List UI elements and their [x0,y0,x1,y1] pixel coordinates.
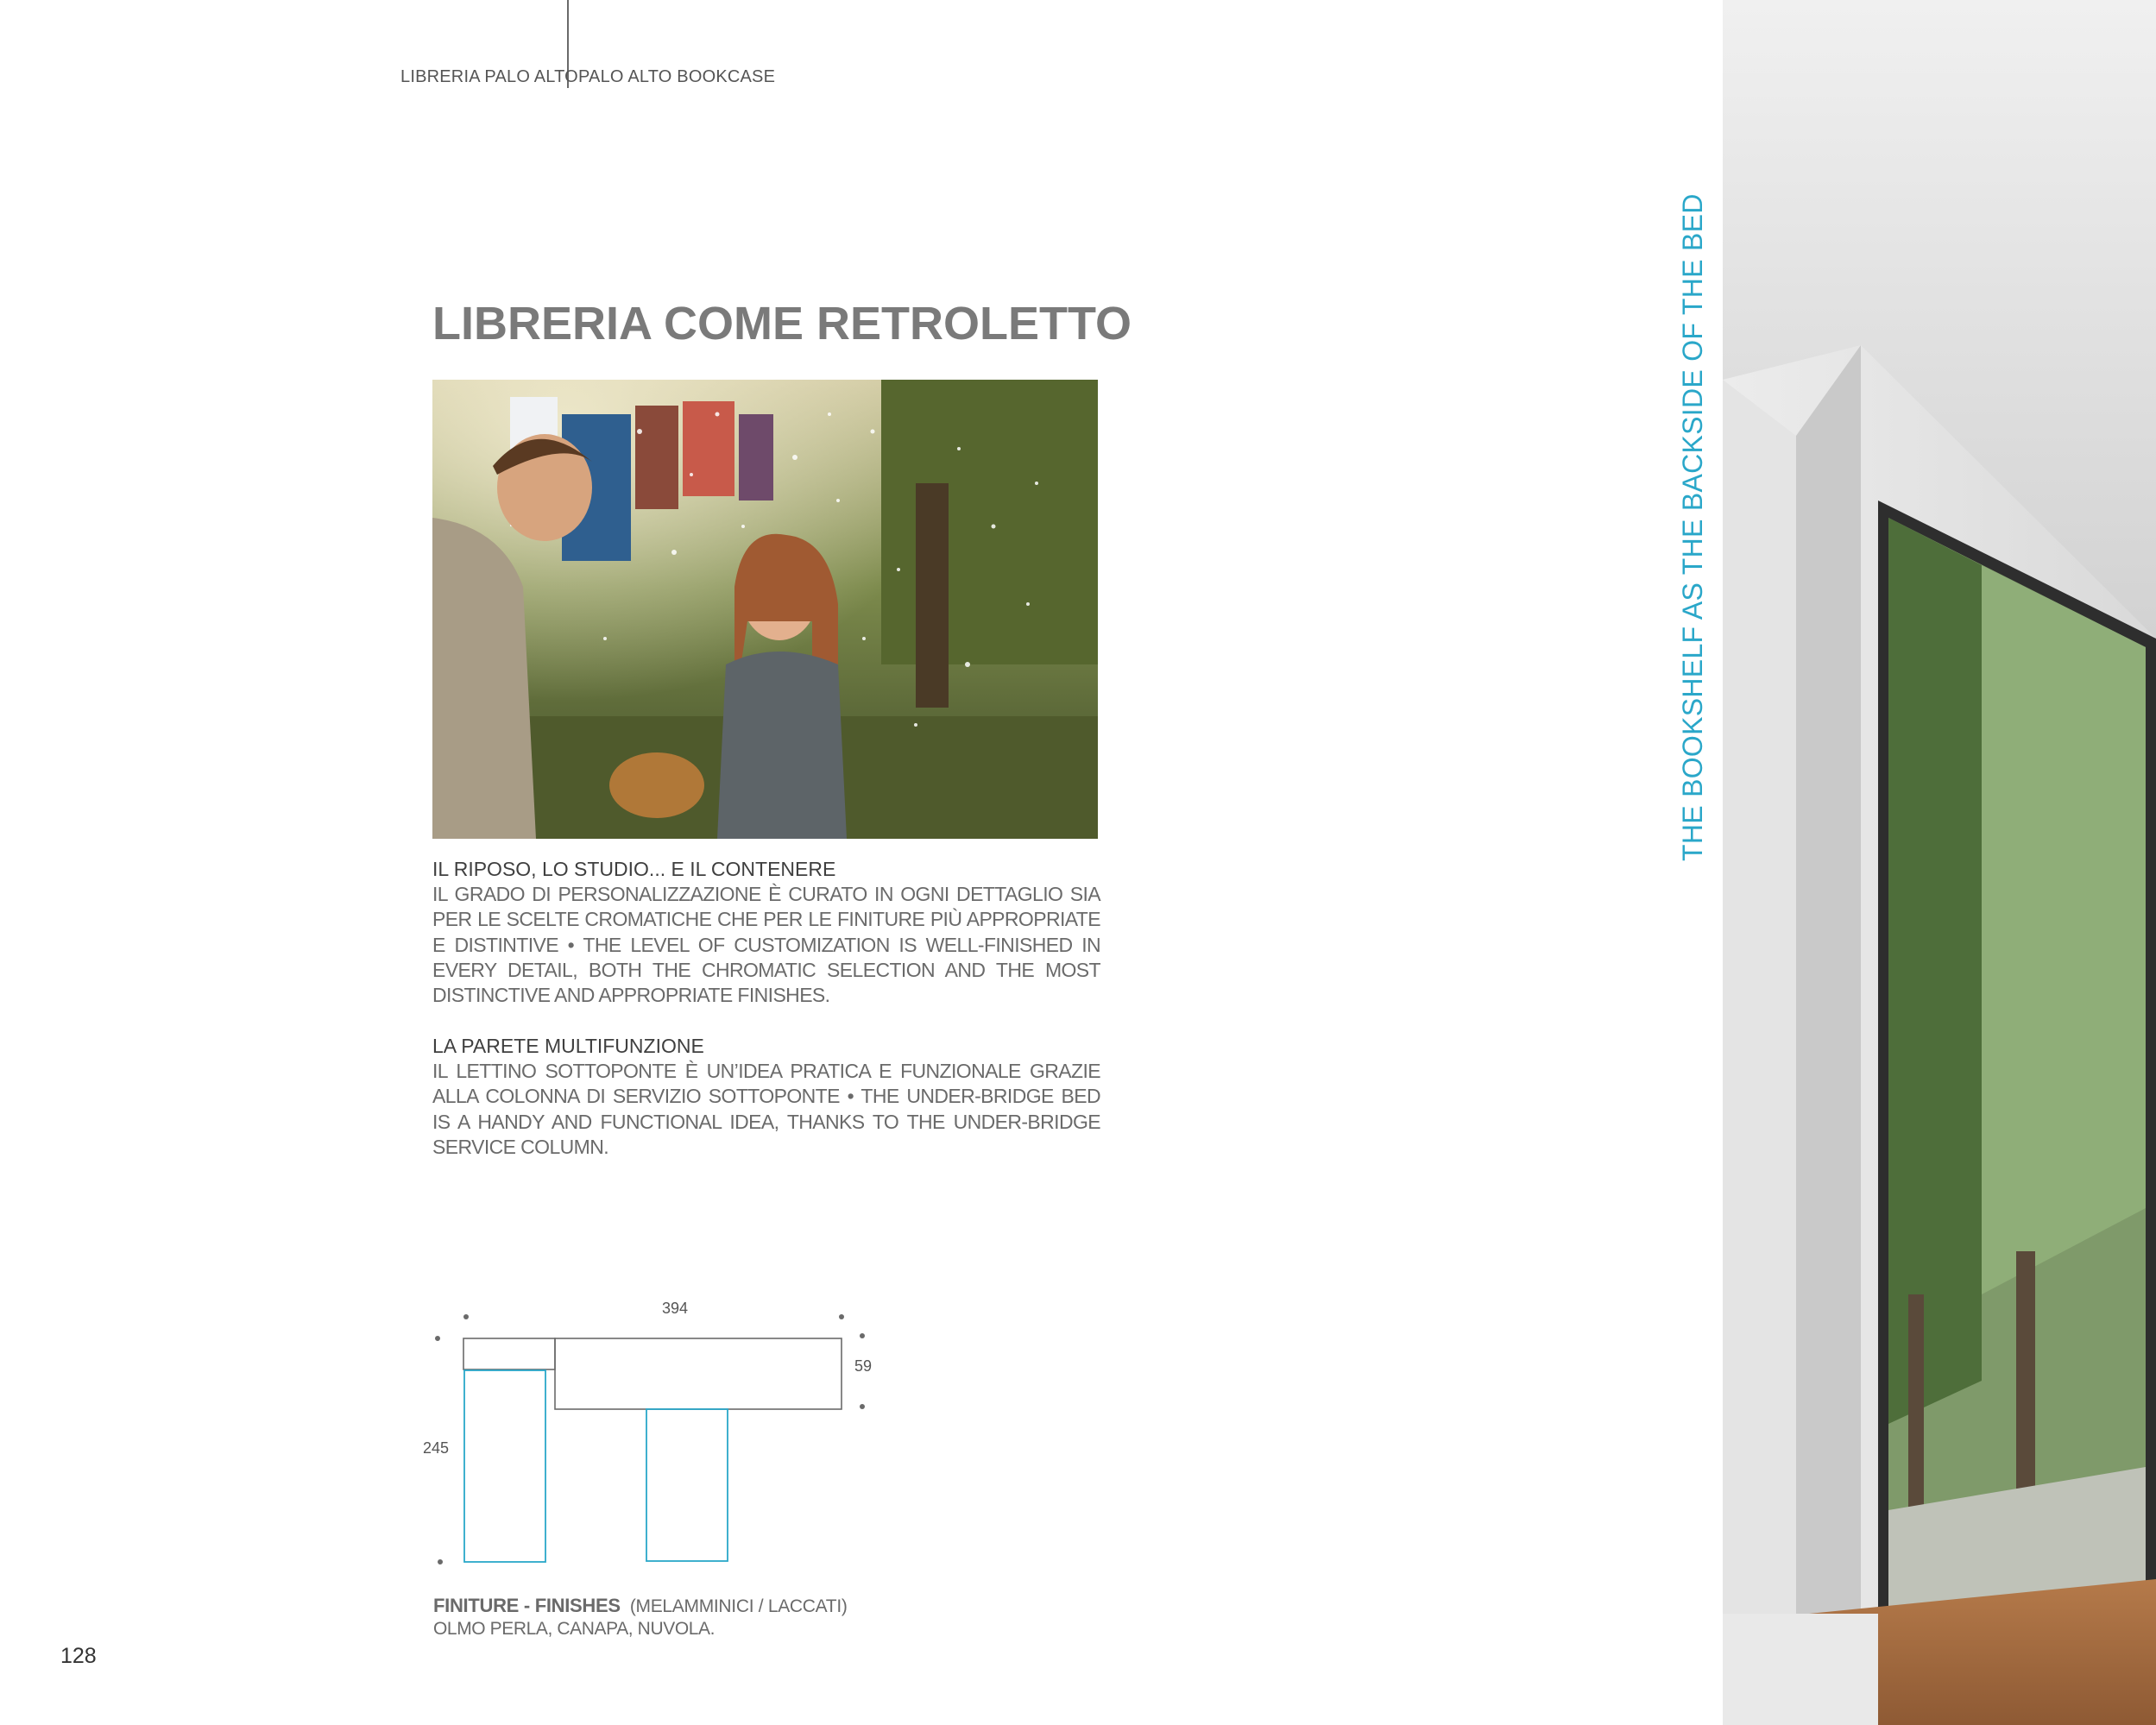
vertical-caption: THE BOOKSHELF AS THE BACKSIDE OF THE BED [1677,193,1708,861]
left-column-outline [464,1370,545,1562]
header-right-label: PALO ALTO BOOKCASE [578,67,776,86]
lifestyle-photo [432,380,1098,839]
page-number: 128 [60,1644,97,1668]
diagram-dot [860,1333,865,1338]
finishes-label: FINITURE - FINISHES [433,1595,621,1616]
service-column-outline [646,1409,728,1561]
finishes-line [433,1595,848,1617]
section-body-under-bridge-bed: IL LETTINO SOTTOPONTE È UN’IDEA PRATICA E FUNZIONALE GRAZIE ALLA COLONNA DI SERVIZIO SOTTOPONTE • THE UNDER-BRIDGE BED IS A HANDY AND FUNCTIONAL IDEA, THANKS TO THE UNDER-BRIDGE SERVICE COLUMN. [432,1060,1100,1158]
section-heading-multifunction-wall: LA PARETE MULTIFUNZIONE [432,1035,704,1057]
diagram-dot [839,1314,844,1319]
lifestyle-photo-illustration [432,380,1098,839]
diagram-dot [438,1559,443,1564]
section-heading-rest-study: IL RIPOSO, LO STUDIO... E IL CONTENERE [432,858,836,880]
section-body-customization: IL GRADO DI PERSONALIZZAZIONE È CURATO IN OGNI DETTAGLIO SIA PER LE SCELTE CROMATICHE CHE PER LE FINITURE PIÙ APPROPRIATE E DISTINTIVE • THE LEVEL OF CUSTOMIZATION IS WELL-FINISHED IN EVERY DETAIL, BOTH THE CHROMATIC SELECTION AND THE MOST DISTINCTIVE AND APPROPRIATE FINISHES. [432,883,1100,1007]
diagram-dot [860,1404,865,1409]
room-photo-illustration [1723,0,2156,1725]
diagram-dot [435,1336,440,1341]
bridge-left-block [463,1338,555,1369]
height-dimension-label: 245 [423,1439,450,1457]
width-dimension-label: 394 [661,1300,689,1317]
room-photo [1723,0,2156,1725]
bridge-main-block [555,1338,842,1409]
header-left-label: LIBRERIA PALO ALTO [400,67,578,86]
diagram-dot [463,1314,469,1319]
finishes-list: OLMO PERLA, CANAPA, NUVOLA. [433,1619,716,1639]
dimension-diagram [414,1286,898,1579]
page-title: LIBRERIA COME RETROLETTO [432,298,1132,349]
depth-dimension-label: 59 [854,1357,873,1375]
finishes-types: (MELAMMINICI / LACCATI) [629,1596,848,1616]
